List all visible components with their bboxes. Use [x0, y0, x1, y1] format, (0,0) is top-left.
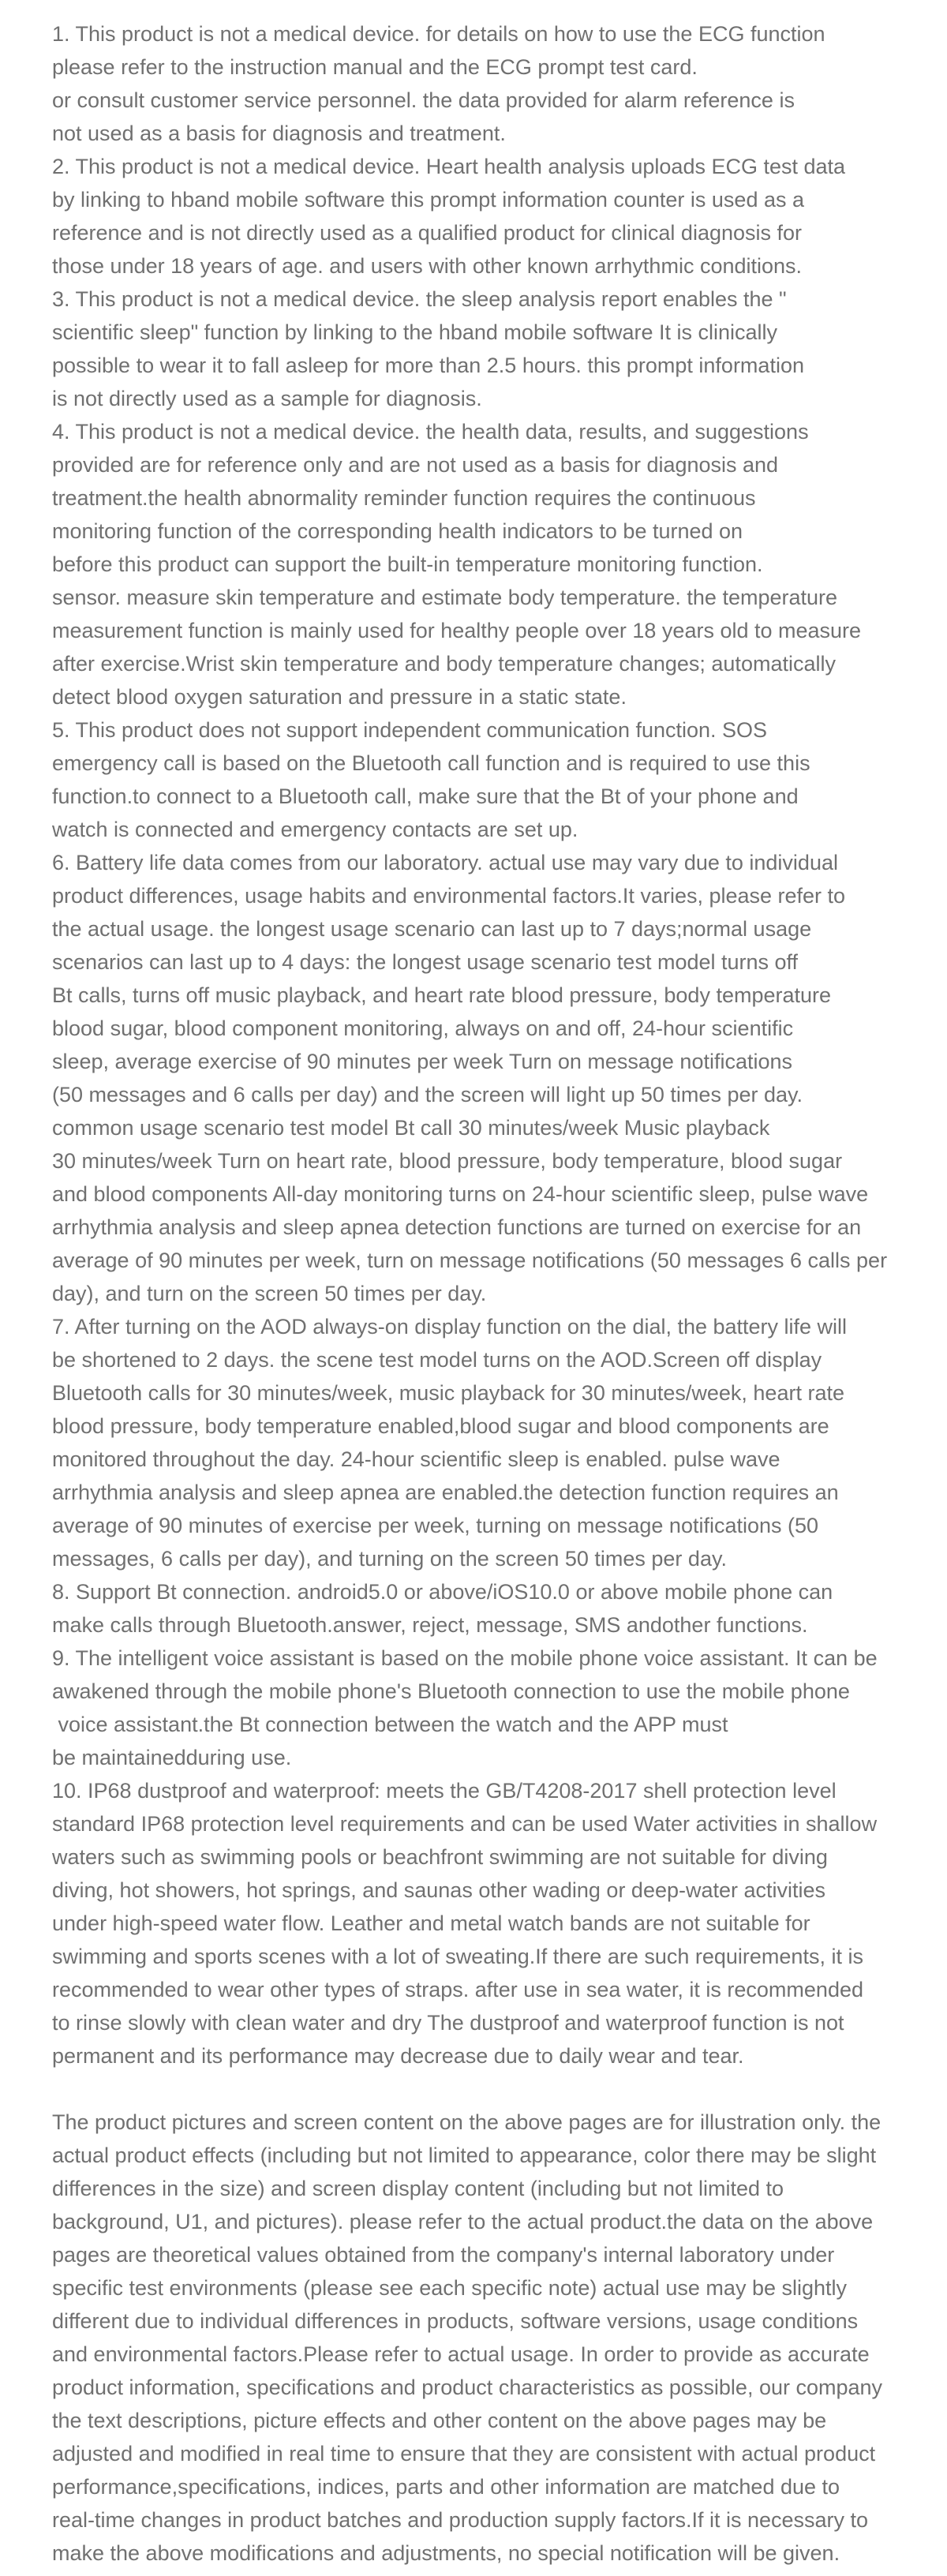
note-line: 8. Support Bt connection. android5.0 or above/iOS10.0 or above mobile phone can — [52, 1580, 833, 1604]
note-item — [52, 1310, 939, 1575]
note-line: monitoring function of the corresponding health indicators to be turned on — [52, 519, 743, 543]
note-line: common usage scenario test model Bt call 30 minutes/week Music playback — [52, 1116, 770, 1140]
disclaimer-line: differences in the size) and screen display content (including but not limited to — [52, 2177, 784, 2200]
note-line: sensor. measure skin temperature and estimate body temperature. the temperature — [52, 586, 838, 609]
note-line: scenarios can last up to 4 days: the longest usage scenario test model turns off — [52, 950, 799, 974]
disclaimer-line: actual product effects (including but not limited to appearance, color there may be slight — [52, 2144, 877, 2167]
note-line: day), and turn on the screen 50 times per day. — [52, 1282, 487, 1305]
note-line: or consult customer service personnel. the data provided for alarm reference is — [52, 88, 795, 112]
note-line: treatment.the health abnormality reminder function requires the continuous — [52, 486, 756, 510]
note-line: is not directly used as a sample for diagnosis. — [52, 387, 482, 410]
note-line: voice assistant.the Bt connection between the watch and the APP must — [52, 1713, 728, 1736]
disclaimer-line: pages are theoretical values obtained from the company's internal laboratory under — [52, 2243, 835, 2267]
disclaimer-line: and environmental factors.Please refer to actual usage. In order to provide as accurate — [52, 2342, 870, 2366]
note-line: arrhythmia analysis and sleep apnea are enabled.the detection function requires an — [52, 1481, 839, 1504]
note-item — [52, 846, 939, 1310]
disclaimer-line: background, U1, and pictures). please refer to the actual product.the data on the above — [52, 2210, 874, 2233]
note-line: 1. This product is not a medical device. for details on how to use the ECG function — [52, 22, 825, 46]
note-line: messages, 6 calls per day), and turning on the screen 50 times per day. — [52, 1547, 727, 1571]
note-line: measurement function is mainly used for healthy people over 18 years old to measure — [52, 619, 862, 642]
disclaimer-line: the text descriptions, picture effects and other content on the above pages may be — [52, 2409, 827, 2432]
note-line: 2. This product is not a medical device. Heart health analysis uploads ECG test data — [52, 155, 846, 178]
disclaimer-line: different due to individual differences in products, software versions, usage conditions — [52, 2309, 859, 2333]
note-line: blood pressure, body temperature enabled,blood sugar and blood components are — [52, 1414, 829, 1438]
numbered-notes-list — [52, 17, 939, 2072]
note-line: those under 18 years of age. and users with other known arrhythmic conditions. — [52, 254, 803, 278]
note-line: arrhythmia analysis and sleep apnea detection functions are turned on exercise for an — [52, 1215, 862, 1239]
note-line: diving, hot showers, hot springs, and saunas other wading or deep-water activities — [52, 1878, 826, 1902]
note-line: detect blood oxygen saturation and pressure in a static state. — [52, 685, 627, 709]
disclaimer-line: real-time changes in product batches and production supply factors.If it is necessary to — [52, 2508, 869, 2532]
disclaimer-line: performance,specifications, indices, parts and other information are matched due to — [52, 2475, 840, 2499]
note-line: by linking to hband mobile software this prompt information counter is used as a — [52, 188, 805, 212]
note-line: Bt calls, turns off music playback, and heart rate blood pressure, body temperature — [52, 983, 832, 1007]
note-line: average of 90 minutes of exercise per week, turning on message notifications (50 — [52, 1514, 819, 1537]
note-line: be shortened to 2 days. the scene test model turns on the AOD.Screen off display — [52, 1348, 822, 1372]
note-line: before this product can support the built-in temperature monitoring function. — [52, 552, 763, 576]
note-line: and blood components All-day monitoring turns on 24-hour scientific sleep, pulse wave — [52, 1182, 869, 1206]
note-line: possible to wear it to fall asleep for more than 2.5 hours. this prompt information — [52, 354, 804, 377]
note-item — [52, 17, 939, 150]
note-item — [52, 150, 939, 283]
note-item — [52, 713, 939, 846]
note-line: permanent and its performance may decrease due to daily wear and tear. — [52, 2044, 744, 2068]
note-item — [52, 415, 939, 713]
disclaimer-line: adjusted and modified in real time to ensure that they are consistent with actual product — [52, 2442, 876, 2466]
note-line: 9. The intelligent voice assistant is based on the mobile phone voice assistant. It can be — [52, 1646, 878, 1670]
note-line: the actual usage. the longest usage scenario can last up to 7 days;normal usage — [52, 917, 812, 941]
disclaimer-line: specific test environments (please see each specific note) actual use may be slightly — [52, 2276, 848, 2300]
disclaimer-line: make the above modifications and adjustments, no special notification will be given. — [52, 2541, 840, 2565]
disclaimer-line: The product pictures and screen content on the above pages are for illustration only. the — [52, 2110, 881, 2134]
note-line: reference and is not directly used as a qualified product for clinical diagnosis for — [52, 221, 803, 245]
note-line: not used as a basis for diagnosis and treatment. — [52, 122, 506, 145]
note-line: provided are for reference only and are not used as a basis for diagnosis and — [52, 453, 779, 477]
note-line: function.to connect to a Bluetooth call, make sure that the Bt of your phone and — [52, 784, 799, 808]
note-line: average of 90 minutes per week, turn on message notifications (50 messages 6 calls per — [52, 1249, 888, 1272]
note-line: waters such as swimming pools or beachfront swimming are not suitable for diving — [52, 1845, 828, 1869]
disclaimer-document — [52, 17, 939, 2570]
note-item — [52, 1575, 939, 1642]
note-line: awakened through the mobile phone's Bluetooth connection to use the mobile phone — [52, 1679, 850, 1703]
note-line: be maintainedduring use. — [52, 1746, 292, 1769]
note-line: under high-speed water flow. Leather and metal watch bands are not suitable for — [52, 1911, 810, 1935]
note-line: 30 minutes/week Turn on heart rate, blood pressure, body temperature, blood sugar — [52, 1149, 843, 1173]
note-line: swimming and sports scenes with a lot of sweating.If there are such requirements, it is — [52, 1945, 863, 1968]
note-line: 4. This product is not a medical device. the health data, results, and suggestions — [52, 420, 809, 444]
note-line: recommended to wear other types of straps. after use in sea water, it is recommended — [52, 1978, 863, 2001]
note-line: after exercise.Wrist skin temperature and body temperature changes; automatically — [52, 652, 836, 676]
note-line: 6. Battery life data comes from our laboratory. actual use may vary due to individual — [52, 851, 838, 874]
disclaimer-line: product information, specifications and product characteristics as possible, our company — [52, 2376, 883, 2399]
note-line: to rinse slowly with clean water and dry The dustproof and waterproof function is not — [52, 2011, 844, 2035]
note-line: product differences, usage habits and environmental factors.It varies, please refer to — [52, 884, 846, 908]
note-item — [52, 1642, 939, 1774]
note-line: please refer to the instruction manual and the ECG prompt test card. — [52, 55, 698, 79]
note-line: (50 messages and 6 calls per day) and the screen will light up 50 times per day. — [52, 1083, 803, 1106]
note-line: 5. This product does not support independent communication function. SOS — [52, 718, 768, 742]
note-line: Bluetooth calls for 30 minutes/week, music playback for 30 minutes/week, heart rate — [52, 1381, 844, 1405]
note-item — [52, 283, 939, 415]
disclaimer-paragraph — [52, 2106, 939, 2570]
note-line: blood sugar, blood component monitoring, always on and off, 24-hour scientific — [52, 1017, 794, 1040]
note-line: sleep, average exercise of 90 minutes per week Turn on message notifications — [52, 1050, 793, 1073]
note-line: watch is connected and emergency contacts are set up. — [52, 818, 578, 841]
note-line: 7. After turning on the AOD always-on display function on the dial, the battery life will — [52, 1315, 848, 1339]
note-line: make calls through Bluetooth.answer, reject, message, SMS andother functions. — [52, 1613, 808, 1637]
note-line: 10. IP68 dustproof and waterproof: meets the GB/T4208-2017 shell protection level — [52, 1779, 837, 1803]
note-line: scientific sleep" function by linking to the hband mobile software It is clinically — [52, 320, 778, 344]
note-line: monitored throughout the day. 24-hour scientific sleep is enabled. pulse wave — [52, 1447, 780, 1471]
note-line: 3. This product is not a medical device. the sleep analysis report enables the " — [52, 287, 787, 311]
section-gap — [52, 2072, 939, 2106]
note-line: standard IP68 protection level requirements and can be used Water activities in shallow — [52, 1812, 878, 1836]
note-item — [52, 1774, 939, 2072]
note-line: emergency call is based on the Bluetooth call function and is required to use this — [52, 751, 810, 775]
